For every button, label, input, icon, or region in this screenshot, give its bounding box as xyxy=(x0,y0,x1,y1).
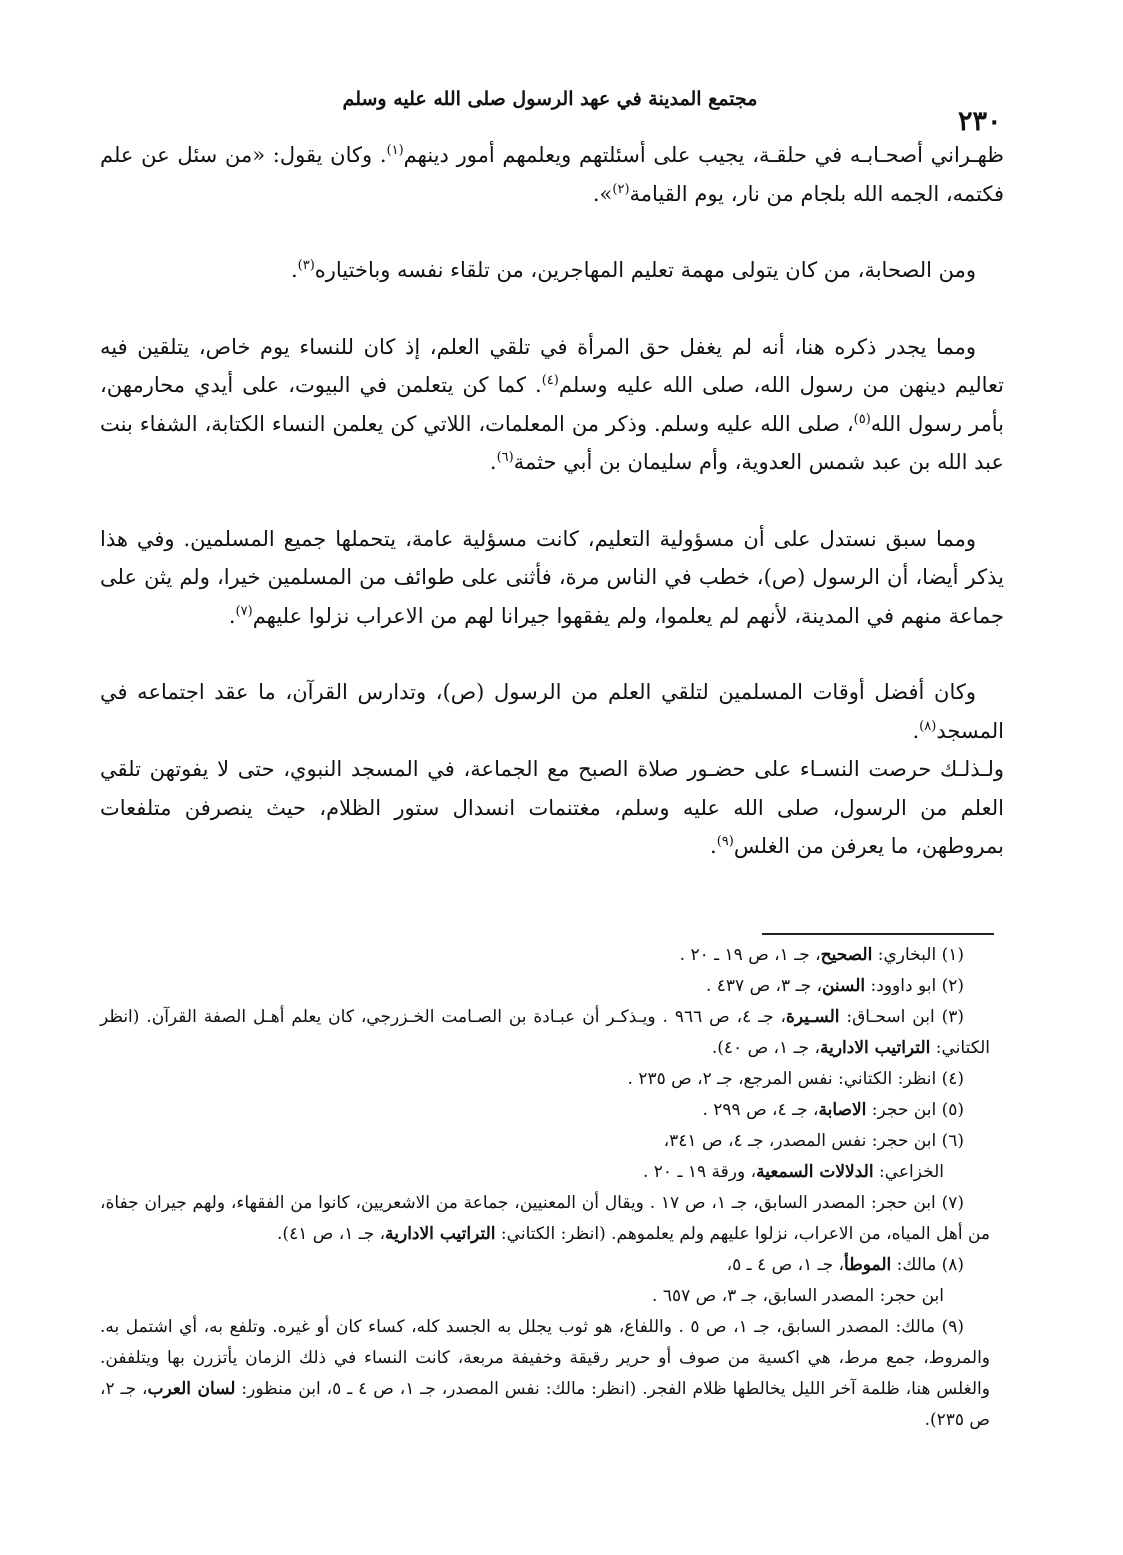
footnote-text: (٣) ابن اسحـاق: xyxy=(839,1007,964,1027)
footnote-source-title: الموطأ xyxy=(844,1255,892,1275)
footnote-2 xyxy=(100,971,990,1002)
footnote-source-title: لسان العرب xyxy=(147,1379,236,1399)
paragraph-2 xyxy=(100,251,1004,290)
footnote-9 xyxy=(100,1312,990,1436)
footnote-source-title: التراتيب الادارية xyxy=(819,1038,931,1058)
footnote-8-continued xyxy=(100,1281,990,1312)
footnote-3 xyxy=(100,1002,990,1064)
text-run: ومن الصحابة، من كان يتولى مهمة تعليم المهاجرين، من تلقاء نفسه وباختياره xyxy=(314,258,976,282)
footnote-text: ، جـ ١، ص ٤٠). xyxy=(711,1038,820,1058)
footnote-text: (٥) ابن حجر: xyxy=(866,1100,964,1120)
footnote-text: ، جـ ٣، ص ٤٣٧ . xyxy=(705,976,822,996)
footnote-text: (٤) انظر: الكتاني: نفس المرجع، جـ ٢، ص ٢٣٥ . xyxy=(627,1069,964,1089)
paragraph-3 xyxy=(100,328,1004,482)
footnote-ref-5: (٥) xyxy=(853,411,871,427)
running-title: مجتمع المدينة في عهد الرسول صلى الله عليه وسلم xyxy=(342,88,758,110)
footnote-ref-3: (٣) xyxy=(297,258,315,273)
footnote-text: ، جـ ٤، ص ٢٩٩ . xyxy=(702,1100,819,1120)
footnote-source-title: التراتيب الادارية xyxy=(385,1224,496,1244)
text-run: . كما كن يتعلمن في البيوت، على أيدي محارمهن، بأمر رسول الله xyxy=(100,373,1005,436)
footnote-1 xyxy=(100,940,990,971)
page-number: ٢٣٠ xyxy=(958,106,1002,137)
footnote-ref-7: (٧) xyxy=(235,603,253,619)
footnote-source-title: السنن xyxy=(821,976,866,996)
footnote-7 xyxy=(100,1188,990,1250)
text-run: ولـذلـك حرصت النسـاء على حضـور صلاة الصبح مع الجماعة، في المسجد النبوي، حتى لا يفوتهن تلقي العلم من الرسول، صلى الله عليه وسلم، مغتنمات انسدال ستور الظلام، حيث ينصرفن متلفعات بمروطهن، ما يعرفن من الغلس xyxy=(100,757,1004,858)
footnote-text: ، جـ ١، ص ١٩ ـ ٢٠ . xyxy=(679,945,821,965)
footnote-ref-8: (٨) xyxy=(919,718,937,734)
footnote-ref-6: (٦) xyxy=(496,450,514,465)
footnote-6 xyxy=(100,1126,990,1157)
footnote-text: ، ورقة ١٩ ـ ٢٠ . xyxy=(642,1162,757,1182)
footnote-source-title: الدلالات السمعية xyxy=(756,1162,874,1182)
main-text xyxy=(100,136,1004,866)
footnote-text: ، جـ ٢، ص ٢٣٥). xyxy=(100,1379,990,1430)
text-run: ». xyxy=(592,181,613,206)
footnote-source-title: الصحيح xyxy=(820,945,873,965)
footnote-text: (٧) ابن حجر: المصدر السابق، جـ ١، ص ١٧ . ويقال أن المعنيين، جماعة من الاشعريين، كانوا من الفقهاء، ولهم جيران جفاة، من أهل المياه، من الاعراب، نزلوا عليهم ولم يعلموهم. (انظر: الكتاني: xyxy=(100,1193,990,1244)
footnote-text: (١) البخاري: xyxy=(872,945,964,965)
footnote-5 xyxy=(100,1095,990,1126)
paragraph-5-continued xyxy=(100,750,1004,866)
text-run: ظهـراني أصحـابـه في حلقـة، يجيب على أسئلتهم ويعلمهم أمور دينهم xyxy=(403,143,1004,167)
footnote-source-title: الاصابة xyxy=(818,1100,867,1120)
text-run: . xyxy=(228,603,236,628)
text-run: ، صلى الله عليه وسلم. وذكر من المعلمات، اللاتي كن يعلمن النساء الكتابة، الشفاء بنت عبد الله بن عبد شمس العدوية، وأم سليمان بن أبي حثمة xyxy=(100,411,1004,474)
footnote-text: (٢) ابو داوود: xyxy=(865,976,964,996)
footnote-text: (٦) ابن حجر: نفس المصدر، جـ ٤، ص ٣٤١، xyxy=(663,1131,964,1151)
text-run: . وكان يقول: «من سئل عن علم فكتمه، الجمه الله بلجام من نار، يوم القيامة xyxy=(100,143,1004,206)
footnote-6-continued xyxy=(100,1157,990,1188)
paragraph-5 xyxy=(100,673,1004,750)
footnotes-section xyxy=(100,940,990,1436)
footnote-4 xyxy=(100,1064,990,1095)
footnote-text: (٨) مالك: xyxy=(891,1255,964,1275)
text-run: ومما سبق نستدل على أن مسؤولية التعليم، كانت مسؤلية عامة، يتحملها جميع المسلمين. وفي هذا يذكر أيضا، أن الرسول (ص)، خطب في الناس مرة، فأثنى على طوائف من المسلمين خيرا، ولم يثن على جماعة منهم في المدينة، لأنهم لم يعلموا، ولم يفقهوا جيرانا لهم من الاعراب نزلوا عليهم xyxy=(100,526,1004,628)
footnote-8 xyxy=(100,1250,990,1281)
paragraph-1 xyxy=(100,136,1004,213)
footnote-ref-9: (٩) xyxy=(716,834,734,849)
text-run: . xyxy=(290,258,298,282)
footnote-ref-4: (٤) xyxy=(541,373,559,388)
footnote-ref-2: (٢) xyxy=(612,181,630,197)
text-run: . xyxy=(489,450,497,474)
text-run: ومما يجدر ذكره هنا، أنه لم يغفل حق المرأة في تلقي العلم، إذ كان للنساء يوم خاص، يتلقين فيه تعاليم دينهن من رسول الله، صلى الله عليه وسلم xyxy=(100,334,1004,397)
footnote-text: ، جـ ١، ص ٤ ـ ٥، xyxy=(726,1255,845,1275)
footnote-source-title: السـيرة xyxy=(786,1007,840,1027)
text-run: . xyxy=(912,718,920,743)
footnote-text: ابن حجر: المصدر السابق، جـ ٣، ص ٦٥٧ . xyxy=(652,1286,944,1306)
paragraph-4 xyxy=(100,520,1004,636)
footnote-text: (٩) مالك: المصدر السابق، جـ ١، ص ٥ . واللفاع، هو ثوب يجلل به الجسد كله، كساء كان أو غيره. وتلفع به، أي اشتمل به. والمروط، جمع مرط، هي اكسية من صوف أو حرير رقيقة وخفيفة مربعة، كانت النساء في ذلك الزمان يأتزرن بها ويتلففن. والغلس هنا، ظلمة آخر الليل يخالطها ظلام الفجر. (انظر: مالك: نفس المصدر، جـ ١، ص ٤ ـ ٥، ابن منظور: xyxy=(100,1317,990,1399)
footnote-ref-1: (١) xyxy=(386,143,404,158)
text-run: . xyxy=(710,834,717,858)
text-run: وكان أفضل أوقات المسلمين لتلقي العلم من الرسول (ص)، وتدارس القرآن، ما عقد اجتماعه في المسجد xyxy=(100,680,1004,743)
footnote-text: الخزاعي: xyxy=(873,1162,944,1182)
footnote-divider xyxy=(762,933,994,935)
footnote-text: ، جـ ١، ص ٤١). xyxy=(277,1224,386,1244)
footnote-text: ، جـ ٤، ص ٩٦٦ . ويـذكـر أن عبـادة بن الصـامت الخـزرجي، كان يعلم أهـل الصفة القرآن. (انظر الكتاني: xyxy=(100,1007,990,1058)
